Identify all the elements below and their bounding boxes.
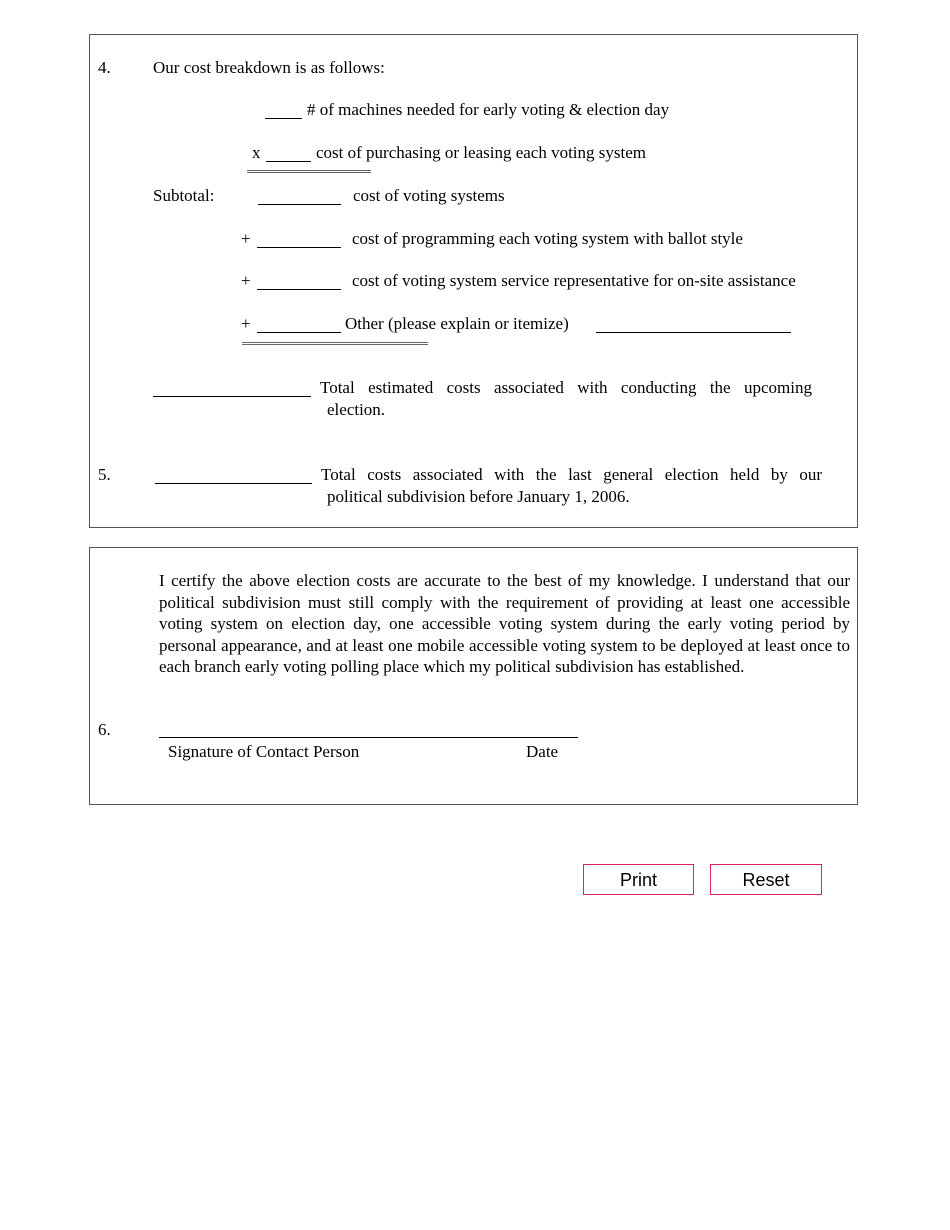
plus-symbol-1: + <box>241 229 251 248</box>
section-6-number: 6. <box>98 720 111 739</box>
section-5-number: 5. <box>98 465 111 484</box>
other-cost-field[interactable] <box>257 316 341 333</box>
total-last-election-field[interactable] <box>155 467 312 484</box>
total-last-line1: Total costs associated with the last general election held by our <box>321 465 822 484</box>
total-last-line2: political subdivision before January 1, 2006. <box>327 486 630 506</box>
plus-symbol-2: + <box>241 271 251 290</box>
cost-each-label: cost of purchasing or leasing each voting system <box>316 143 647 162</box>
plus-symbol-3: + <box>241 314 251 333</box>
programming-cost-field[interactable] <box>257 231 341 248</box>
machines-count-field[interactable] <box>265 102 302 119</box>
print-button[interactable]: Print <box>583 864 694 895</box>
subtotal-field[interactable] <box>258 188 341 205</box>
reset-button[interactable]: Reset <box>710 864 822 895</box>
service-rep-cost-field[interactable] <box>257 273 341 290</box>
cost-systems-label: cost of voting systems <box>353 186 505 205</box>
certification-text: I certify the above election costs are accurate to the best of my knowledge. I understand that our political subdivision must still comply with the requirement of providing at least one accessible voting system on election day, one accessible voting system during the early voting period by personal appearance, and at least one mobile accessible voting system to be deployed at least once to each branch early voting polling place which my political subdivision has established. <box>159 571 850 676</box>
date-label: Date <box>526 742 559 761</box>
subtotal-label: Subtotal: <box>153 186 215 205</box>
multiply-symbol: x <box>252 143 261 162</box>
signature-label: Signature of Contact Person <box>168 742 360 761</box>
cost-each-field[interactable] <box>266 145 311 162</box>
total-estimated-line2: election. <box>327 399 386 419</box>
section-4-number: 4. <box>98 58 111 77</box>
service-rep-label: cost of voting system service representative for on-site assistance <box>352 271 796 290</box>
double-rule-1 <box>247 170 371 173</box>
programming-label: cost of programming each voting system with ballot style <box>352 229 743 248</box>
other-label: Other (please explain or itemize) <box>345 314 569 333</box>
total-estimated-text <box>320 377 812 420</box>
machines-label: # of machines needed for early voting & election day <box>307 100 670 119</box>
other-explain-field[interactable] <box>596 316 791 333</box>
section-4-intro: Our cost breakdown is as follows: <box>153 58 385 77</box>
total-last-text <box>321 464 822 507</box>
signature-line[interactable] <box>159 737 578 738</box>
total-estimated-line1: Total estimated costs associated with conducting the upcoming <box>320 378 812 397</box>
total-estimated-field[interactable] <box>153 380 311 397</box>
double-rule-2 <box>242 342 428 345</box>
